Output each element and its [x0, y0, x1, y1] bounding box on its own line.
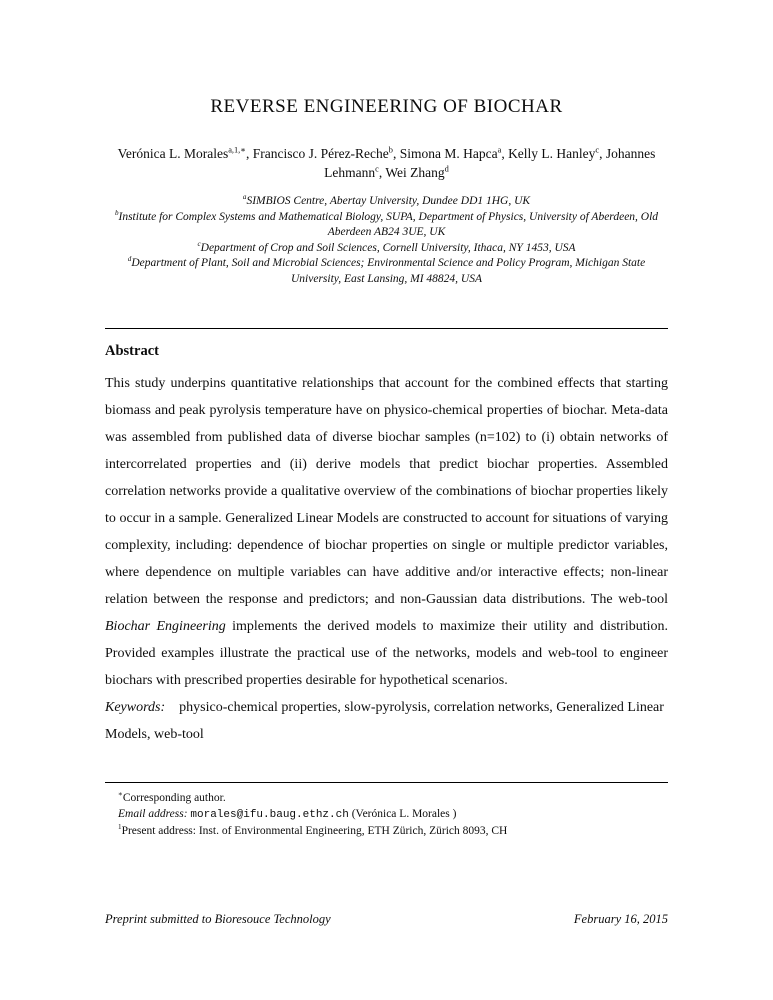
keywords-label: Keywords: — [105, 700, 166, 715]
author — [508, 146, 606, 161]
affiliation-mark: a — [242, 193, 247, 202]
paper-title: REVERSE ENGINEERING OF BIOCHAR — [210, 96, 563, 117]
affiliation-text: Department of Crop and Soil Sciences, Cornell University, Ithaca, NY 1453, USA — [200, 241, 576, 254]
affiliations — [105, 194, 668, 287]
author — [400, 146, 508, 161]
footnote-mark: ∗ — [118, 790, 123, 799]
author-affmark: c — [375, 164, 379, 174]
author-separator: , — [392, 146, 400, 161]
author-name: Johannes Lehmann — [324, 146, 656, 180]
page-footer — [105, 912, 668, 927]
email-address: morales@ifu.baug.ethz.ch — [190, 809, 349, 821]
footnotes — [105, 790, 668, 839]
author-name: Kelly L. Hanley — [508, 146, 596, 161]
author-name: Francisco J. Pérez-Reche — [252, 146, 389, 161]
affiliation-mark: d — [127, 255, 132, 264]
author — [118, 146, 253, 161]
abstract-text — [105, 370, 668, 694]
footnote-text: Corresponding author. — [122, 792, 226, 804]
footnote-email — [105, 806, 668, 823]
affiliation-mark: c — [197, 239, 201, 248]
author-affmark: b — [388, 145, 393, 155]
affiliation-text: Department of Plant, Soil and Microbial Sciences; Environmental Science and Policy Program, Michigan State University, East Lansing, MI 48824, USA — [131, 257, 646, 285]
abstract-segment: This study underpins quantitative relationships that account for the combined effects that starting biomass and peak pyrolysis temperature have on physico-chemical properties of biochar. Meta-data was assembled from published data of diverse biochar samples (n=102) to (i) obtain networks of intercorrelated properties and (ii) derive models that predict biochar properties. Assembled correlation networks provide a qualitative overview of the combinations of biochar properties likely to occur in a sample. Generalized Linear Models are constructed to account for situations of varying complexity, including: dependence of biochar properties on single or multiple predictor variables, where dependence on multiple variables can have additive and/or interactive effects; non-linear relation between the response and predictors; and non-Gaussian data distributions. The web-tool — [105, 376, 668, 607]
author-separator: , — [245, 146, 253, 161]
author-line — [117, 144, 657, 182]
keywords-line — [105, 694, 668, 748]
footer-journal: Preprint submitted to Bioresouce Technology — [105, 912, 331, 926]
footnote-present-address — [105, 823, 668, 839]
frontmatter-rule-top — [105, 328, 668, 329]
author — [385, 165, 448, 180]
frontmatter-rule-bottom — [105, 782, 668, 783]
author-affmark: d — [444, 164, 449, 174]
footnote-corresponding — [105, 790, 668, 806]
paper-content — [105, 0, 668, 839]
footnote-text: Present address: Inst. of Environmental Engineering, ETH Zürich, Zürich 8093, CH — [121, 825, 508, 837]
abstract-heading: Abstract — [105, 343, 159, 359]
affiliation — [105, 256, 668, 287]
author-separator: , — [501, 146, 509, 161]
affiliation-mark: b — [114, 208, 119, 217]
author-affmark: c — [595, 145, 600, 155]
author-affmark: a — [497, 145, 502, 155]
abstract-italic-phrase: Biochar Engineering — [105, 619, 226, 634]
affiliation-text: Institute for Complex Systems and Mathematical Biology, SUPA, Department of Physics, University of Aberdeen, Old Aberdeen AB24 3UE, UK — [118, 210, 659, 238]
email-label: Email address: — [118, 808, 188, 820]
author-name: Wei Zhang — [385, 165, 445, 180]
author-separator: , — [378, 165, 386, 180]
author-name: Verónica L. Morales — [117, 146, 229, 161]
affiliation — [105, 241, 668, 257]
footer-date: February 16, 2015 — [573, 912, 668, 926]
affiliation-text: SIMBIOS Centre, Abertay University, Dundee DD1 1HG, UK — [246, 195, 531, 207]
keywords-text: physico-chemical properties, slow-pyrolysis, correlation networks, Generalized Linear Models, web-tool — [105, 700, 664, 742]
affiliation — [105, 194, 668, 210]
author-affmark: a,1,∗ — [228, 145, 246, 155]
author — [253, 146, 400, 161]
affiliation — [105, 210, 668, 241]
abstract-segment: implements the derived models to maximize their utility and distribution. Provided examples illustrate the practical use of the networks, models and web-tool to engineer biochars with prescribed properties desirable for hypothetical scenarios. — [105, 619, 668, 688]
author-separator: , — [599, 146, 606, 161]
author-name: Simona M. Hapca — [399, 146, 498, 161]
email-suffix: (Verónica L. Morales ) — [351, 808, 457, 820]
footnote-mark: 1 — [118, 823, 122, 832]
